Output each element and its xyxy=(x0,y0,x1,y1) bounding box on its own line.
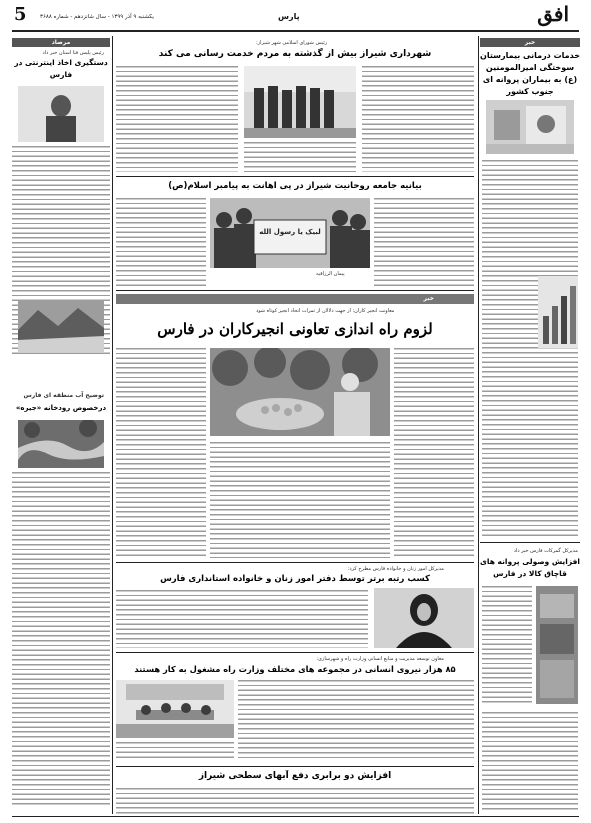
police-photo xyxy=(18,86,104,142)
water-kicker: توضیح آب منطقه ای فارس xyxy=(23,392,104,399)
top-story xyxy=(116,36,474,176)
protest-sign: لبیک یا رسول الله xyxy=(259,228,321,236)
right-column-headline: خدمات درمانی بیمارستان سوختگی امیرالمومنین (ع) به بیماران پروانه ای جنوب کشور xyxy=(480,51,580,96)
main-story-banner-label: خبر xyxy=(423,295,434,302)
protest-photo xyxy=(210,198,370,268)
top-story-kicker: رئیس شورای اسلامی شهر شیراز: xyxy=(256,40,328,46)
second-story xyxy=(116,178,474,288)
customs-headline: افزایش وصولی پروانه های قاچاق کالا در فارس xyxy=(480,557,580,578)
workforce-story-headline: ۸۵ هزار نیروی انسانی در مجموعه های مختلف وزارت راه مشغول به کار هستند xyxy=(134,664,456,674)
second-story-headline: بیانیه جامعه روحانیت شیراز در پی اهانت به پیامبر اسلام(ص) xyxy=(168,181,422,191)
women-story-kicker: مدیرکل امور زنان و خانواده فارس مطرح کرد: xyxy=(347,566,444,572)
official-portrait xyxy=(374,588,474,648)
fata-headline: دستگیری اخاذ اینترنتی در فارس xyxy=(14,58,108,79)
left-column xyxy=(12,36,110,816)
right-column xyxy=(480,36,580,816)
women-story-headline: کسب رتبه برتر توسط دفتر امور زنان و خانواده استانداری فارس xyxy=(160,574,430,584)
fig-harvest-photo xyxy=(210,348,390,436)
main-story-headline: لزوم راه اندازی تعاونی انجیرکاران در فارس xyxy=(157,320,433,338)
masthead-logo: افق xyxy=(537,2,569,26)
officials-photo xyxy=(244,66,356,138)
top-story-headline: شهرداری شیراز بیش از گذشته به مردم خدمت رسانی می کند xyxy=(158,49,432,59)
workforce-story xyxy=(116,654,474,764)
main-story-banner xyxy=(116,294,474,304)
snow-photo xyxy=(18,300,104,352)
date-line: یکشنبه ۹ آذر ۱۳۹۹ - سال شانزدهم - شماره ۳۶۸۸ xyxy=(40,14,154,20)
customs-kicker: مدیرکل گمرکات فارس خبر داد xyxy=(513,548,578,554)
workforce-story-kicker: معاون توسعه مدیریت و منابع انسانی وزارت راه و شهرسازی: xyxy=(316,656,444,662)
section-name: پارس xyxy=(278,12,300,21)
hospital-photo xyxy=(486,100,574,154)
river-photo xyxy=(18,420,104,468)
meeting-photo xyxy=(116,680,234,738)
main-story xyxy=(116,292,474,560)
women-story xyxy=(116,564,474,650)
fata-kicker: رئیس پلیس فتا استان خبر داد xyxy=(42,50,104,56)
left-column-tag: مرصاد xyxy=(12,38,110,47)
main-story-kicker: معاونت انجیر کاران: از جهت دلالان از ثمرات اتحاد انجیر کوتاه شود xyxy=(256,308,395,314)
page-number: 5 xyxy=(14,4,27,25)
water-headline: درخصوص رودخانه «جیره» xyxy=(15,404,107,412)
bottom-story-headline: افزایش دو برابری دفع آبهای سطحی شیراز xyxy=(198,771,392,781)
protest-caption: پیمان الرزاقیه xyxy=(316,271,345,277)
chart-photo xyxy=(538,276,578,348)
bottom-story xyxy=(116,768,474,816)
masthead xyxy=(0,0,591,36)
customs-photo xyxy=(536,586,578,704)
right-column-tag: خبر xyxy=(480,38,580,47)
